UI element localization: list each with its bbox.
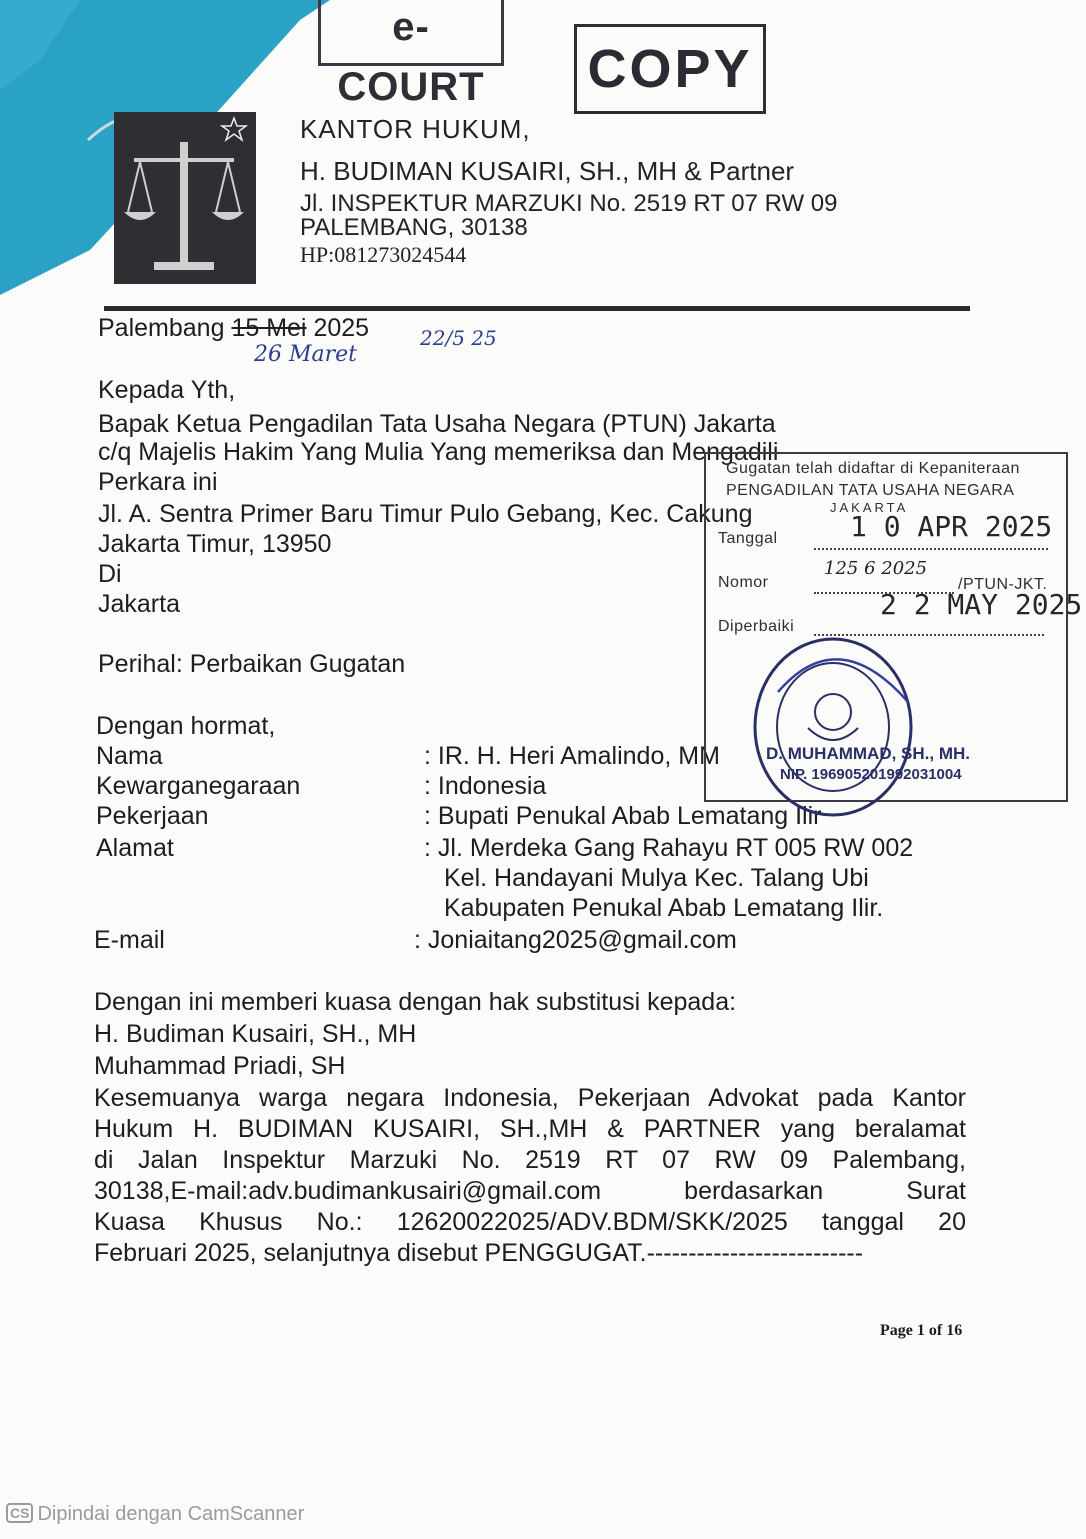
court-seal-icon [748, 632, 918, 832]
addressee-line-6: Jakarta Timur, 13950 [98, 530, 332, 558]
addressee-line-4: Perkara ini [98, 468, 218, 496]
mandate-paragraph-line: Hukum H. BUDIMAN KUSAIRI, SH.,MH & PARTNER yang beralamat [94, 1115, 966, 1143]
scanner-watermark [6, 1503, 304, 1526]
subject-line: Perihal: Perbaikan Gugatan [98, 650, 406, 678]
mandate-paragraph-line: Kesemuanya warga negara Indonesia, Pekerjaan Advokat pada Kantor [94, 1084, 966, 1112]
registration-nomor-hand: 125 6 2025 [824, 558, 928, 579]
letterhead-divider [104, 306, 970, 311]
camscanner-icon: CS [6, 1503, 33, 1523]
date-city: Palembang [98, 314, 225, 342]
letterhead-address: Jl. INSPEKTUR MARZUKI No. 2519 RT 07 RW 09 [300, 190, 838, 217]
letterhead-phone: HP:081273024544 [300, 242, 467, 267]
identity-label: Kewarganegaraan [96, 772, 301, 800]
registration-stamp-line-2: PENGADILAN TATA USAHA NEGARA [726, 482, 1015, 499]
identity-value: : Indonesia [424, 772, 547, 800]
addressee-line-2: Bapak Ketua Pengadilan Tata Usaha Negara (PTUN) Jakarta [98, 410, 776, 438]
identity-label: E-mail [94, 926, 165, 954]
identity-value: Kabupaten Penukal Abab Lematang Ilir. [444, 894, 884, 922]
mandate-last-line: Februari 2025, selanjutnya disebut PENGGUGAT.-------------------------- [94, 1239, 864, 1267]
copy-stamp: COPY [574, 24, 766, 114]
identity-value: Kel. Handayani Mulya Kec. Talang Ubi [444, 864, 869, 892]
identity-value: : Joniaitang2025@gmail.com [414, 926, 737, 954]
greeting: Dengan hormat, [96, 712, 276, 740]
date-struck: 15 Mei [231, 314, 307, 342]
attorney-1: H. Budiman Kusairi, SH., MH [94, 1020, 417, 1048]
registration-diperbaiki-label: Diperbaiki [718, 618, 795, 635]
registration-tanggal-label: Tanggal [718, 530, 778, 547]
letterhead-firm: KANTOR HUKUM, [300, 114, 531, 144]
registration-stamp-line-1: Gugatan telah didaftar di Kepaniteraan [726, 460, 1020, 477]
official-nip: NIP. 196905201992031004 [780, 766, 962, 783]
registration-diperbaiki-value: 2 2 MAY 2025 [880, 588, 1083, 621]
mandate-paragraph-line: di Jalan Inspektur Marzuki No. 2519 RT 07 RW 09 Palembang, [94, 1146, 966, 1174]
ecourt-stamp: e-COURT [318, 0, 504, 66]
letterhead-city: PALEMBANG, 30138 [300, 214, 528, 241]
handwritten-initial: 22/5 25 [420, 326, 497, 350]
page-number: Page 1 of 16 [880, 1322, 963, 1339]
identity-value: : IR. H. Heri Amalindo, MM [424, 742, 720, 770]
identity-value: : Bupati Penukal Abab Lematang Ilir [424, 802, 822, 830]
official-name: D. MUHAMMAD, SH., MH. [766, 744, 970, 763]
addressee-line-1: Kepada Yth, [98, 376, 236, 404]
identity-value: : Jl. Merdeka Gang Rahayu RT 005 RW 002 [424, 834, 914, 862]
handwritten-date: 26 Maret [254, 342, 358, 367]
scales-of-justice-logo [114, 112, 256, 284]
date-year: 2025 [313, 314, 370, 342]
addressee-line-3: c/q Majelis Hakim Yang Mulia Yang memeriksa dan Mengadili [98, 438, 779, 466]
registration-nomor-label: Nomor [718, 574, 769, 591]
identity-label: Nama [96, 742, 163, 770]
addressee-line-5: Jl. A. Sentra Primer Baru Timur Pulo Gebang, Kec. Cakung [98, 500, 753, 528]
identity-label: Pekerjaan [96, 802, 209, 830]
mandate-paragraph-line: 30138,E-mail:adv.budimankusairi@gmail.com berdasarkan Surat [94, 1177, 966, 1205]
addressee-line-8: Jakarta [98, 590, 180, 618]
scanner-text: Dipindai dengan CamScanner [37, 1503, 305, 1525]
date-line [98, 314, 369, 343]
mandate-paragraph-line: Kuasa Khusus No.: 12620022025/ADV.BDM/SKK/2025 tanggal 20 [94, 1208, 966, 1236]
registration-stamp-city: JAKARTA [830, 500, 909, 515]
addressee-line-7: Di [98, 560, 122, 588]
attorney-2: Muhammad Priadi, SH [94, 1052, 346, 1080]
registration-tanggal-value: 1 0 APR 2025 [850, 510, 1053, 543]
letterhead-name: H. BUDIMAN KUSAIRI, SH., MH & Partner [300, 156, 795, 186]
registration-nomor-suffix: /PTUN-JKT. [958, 576, 1048, 593]
identity-label: Alamat [96, 834, 174, 862]
mandate-intro: Dengan ini memberi kuasa dengan hak substitusi kepada: [94, 988, 737, 1016]
